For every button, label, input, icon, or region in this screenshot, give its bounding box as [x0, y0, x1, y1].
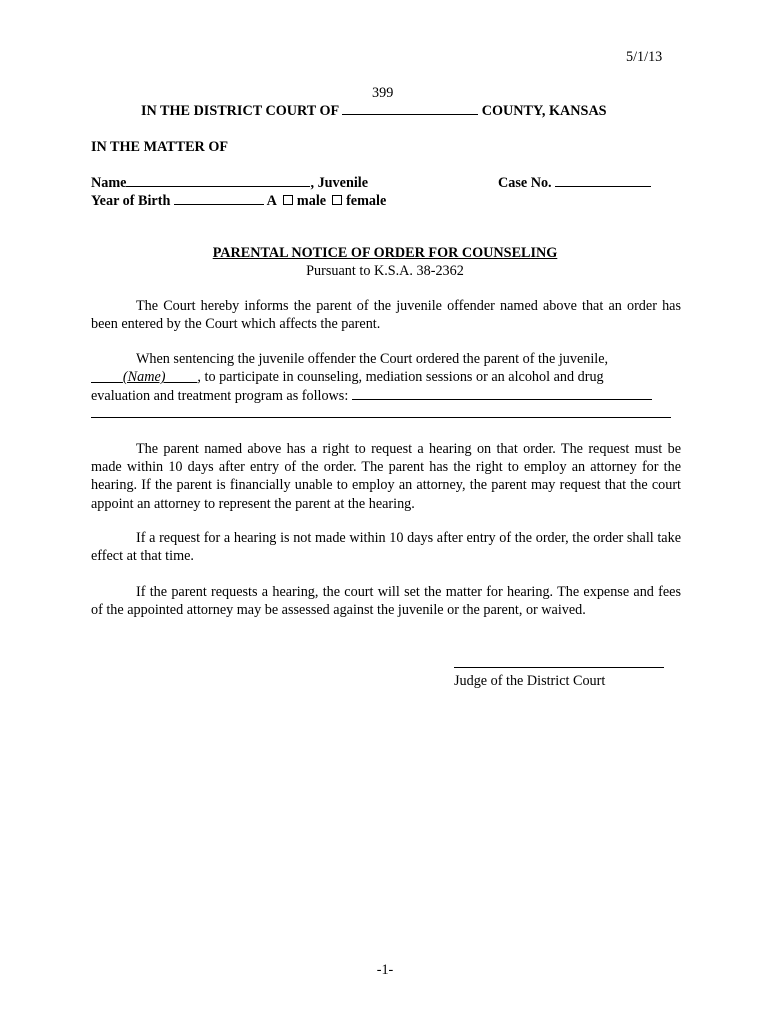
name-row [91, 173, 368, 192]
paragraph-1-text: The Court hereby informs the parent of the juvenile offender named above that an order has been entered by the Court which affects the parent. [91, 298, 681, 333]
paragraph-2-line-3 [91, 386, 681, 405]
paragraph-2 [91, 350, 681, 406]
matter-title: IN THE MATTER OF [91, 139, 229, 155]
program-blank-1[interactable] [352, 386, 652, 400]
page-number: -1- [376, 962, 394, 978]
paragraph-1 [91, 297, 681, 333]
court-suffix: COUNTY, KANSAS [481, 103, 607, 119]
female-checkbox[interactable] [332, 195, 342, 205]
name-placeholder: (Name) [122, 369, 166, 386]
female-label: female [346, 193, 387, 209]
judge-signature-label: Judge of the District Court [454, 673, 606, 689]
program-blank-2[interactable] [91, 417, 671, 418]
court-prefix: IN THE DISTRICT COURT OF [141, 103, 339, 119]
male-checkbox[interactable] [283, 195, 293, 205]
paragraph-2-rest: , to participate in counseling, mediation sessions or an alcohol and drug [197, 369, 604, 386]
court-heading [141, 101, 607, 120]
notice-title: PARENTAL NOTICE OF ORDER FOR COUNSELING [212, 245, 558, 261]
name-label: Name [91, 175, 127, 191]
birth-year-blank[interactable] [174, 191, 264, 205]
birth-label: Year of Birth [91, 193, 171, 209]
program-label: evaluation and treatment program as follows: [91, 388, 349, 405]
paragraph-3 [91, 440, 681, 513]
male-label: male [296, 193, 327, 209]
form-date: 5/1/13 [626, 49, 663, 65]
paragraph-5 [91, 583, 681, 619]
case-number-blank[interactable] [555, 173, 651, 187]
paragraph-3-text: The parent named above has a right to request a hearing on that order. The request must be made within 10 days after entry of the order. The parent has the right to employ an attorney for the hearing. If the parent is financially unable to employ an attorney, the parent may request that the court appoint an attorney to represent the parent at the hearing. [91, 441, 681, 512]
paragraph-5-text: If the parent requests a hearing, the court will set the matter for hearing. The expense and fees of the appointed attorney may be assessed against the juvenile or the parent, or waived. [91, 584, 681, 619]
form-number: 399 [372, 85, 394, 101]
paragraph-4 [91, 529, 681, 565]
paragraph-2-intro: When sentencing the juvenile offender the Court ordered the parent of the juvenile, [136, 351, 609, 367]
birth-row [91, 191, 386, 210]
name-field[interactable] [91, 369, 197, 385]
paragraph-4-text: If a request for a hearing is not made within 10 days after entry of the order, the order shall take effect at that time. [91, 530, 681, 565]
judge-signature-line[interactable] [454, 667, 664, 668]
name-blank[interactable] [126, 173, 310, 187]
juvenile-label: , Juvenile [310, 175, 369, 191]
a-label: A [266, 193, 277, 209]
case-row [498, 173, 651, 192]
county-blank[interactable] [342, 101, 478, 115]
case-label: Case No. [498, 175, 552, 191]
paragraph-2-line-2 [91, 368, 681, 386]
notice-subtitle: Pursuant to K.S.A. 38-2362 [306, 263, 464, 279]
